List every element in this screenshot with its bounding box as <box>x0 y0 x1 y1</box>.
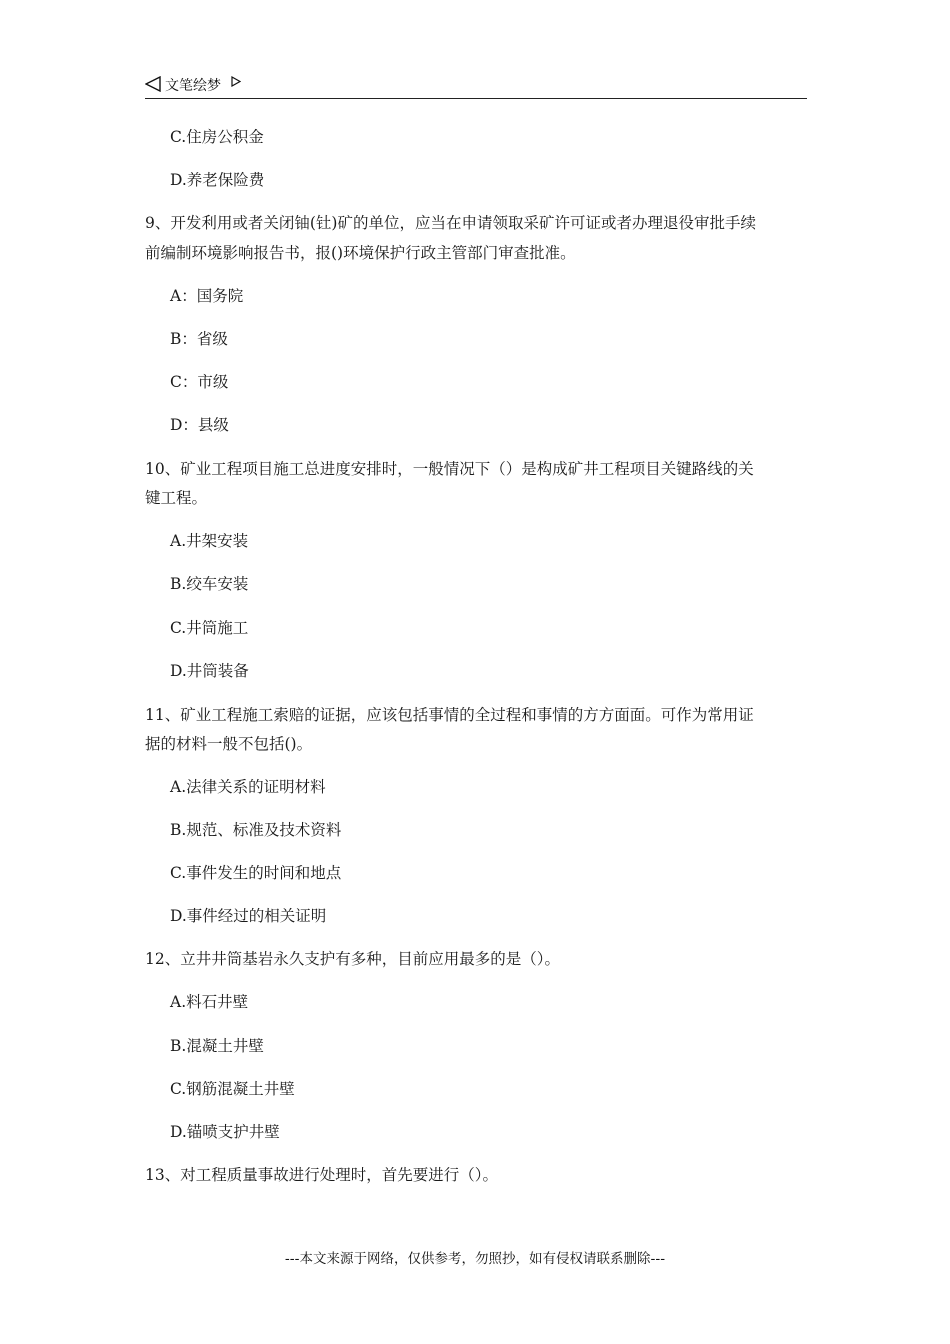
question-line: 12、立井井筒基岩永久支护有多种，目前应用最多的是（）。 <box>145 950 560 968</box>
question-line: 据的材料一般不包括()。 <box>145 735 313 753</box>
option-line: C：市级 <box>170 373 229 391</box>
question-line: 10、矿业工程项目施工总进度安排时，一般情况下（）是构成矿井工程项目关键路线的关 <box>145 460 754 478</box>
option-line: D.事件经过的相关证明 <box>170 907 327 925</box>
option-line: B.混凝土井壁 <box>170 1037 264 1055</box>
option-line: D.养老保险费 <box>170 171 265 189</box>
triangle-left-icon <box>145 76 161 92</box>
option-line: A.井架安装 <box>170 532 249 550</box>
option-line: C.井筒施工 <box>170 619 249 637</box>
option-line: C.住房公积金 <box>170 128 264 146</box>
option-line: A：国务院 <box>170 287 244 305</box>
option-line: A.料石井壁 <box>170 993 249 1011</box>
question-line: 9、开发利用或者关闭铀(钍)矿的单位，应当在申请领取采矿许可证或者办理退役审批手续 <box>145 214 756 232</box>
option-line: A.法律关系的证明材料 <box>170 778 326 796</box>
option-line: C.钢筋混凝土井壁 <box>170 1080 295 1098</box>
question-line: 13、对工程质量事故进行处理时，首先要进行（）。 <box>145 1166 498 1184</box>
option-line: D：县级 <box>170 416 229 434</box>
option-line: B.规范、标准及技术资料 <box>170 821 342 839</box>
question-line: 键工程。 <box>145 489 208 507</box>
question-line: 前编制环境影响报告书，报()环境保护行政主管部门审查批准。 <box>145 244 576 262</box>
header-brand: 文笔绘梦 <box>165 78 221 94</box>
page-header <box>145 72 807 99</box>
option-line: D.锚喷支护井壁 <box>170 1123 280 1141</box>
triangle-right-icon <box>231 76 241 87</box>
page-footer: ---本文来源于网络，仅供参考，勿照抄，如有侵权请联系删除--- <box>284 1251 666 1267</box>
option-line: B.绞车安装 <box>170 575 249 593</box>
option-line: B：省级 <box>170 330 228 348</box>
option-line: D.井筒装备 <box>170 662 249 680</box>
question-line: 11、矿业工程施工索赔的证据，应该包括事情的全过程和事情的方方面面。可作为常用证 <box>145 706 754 724</box>
option-line: C.事件发生的时间和地点 <box>170 864 342 882</box>
